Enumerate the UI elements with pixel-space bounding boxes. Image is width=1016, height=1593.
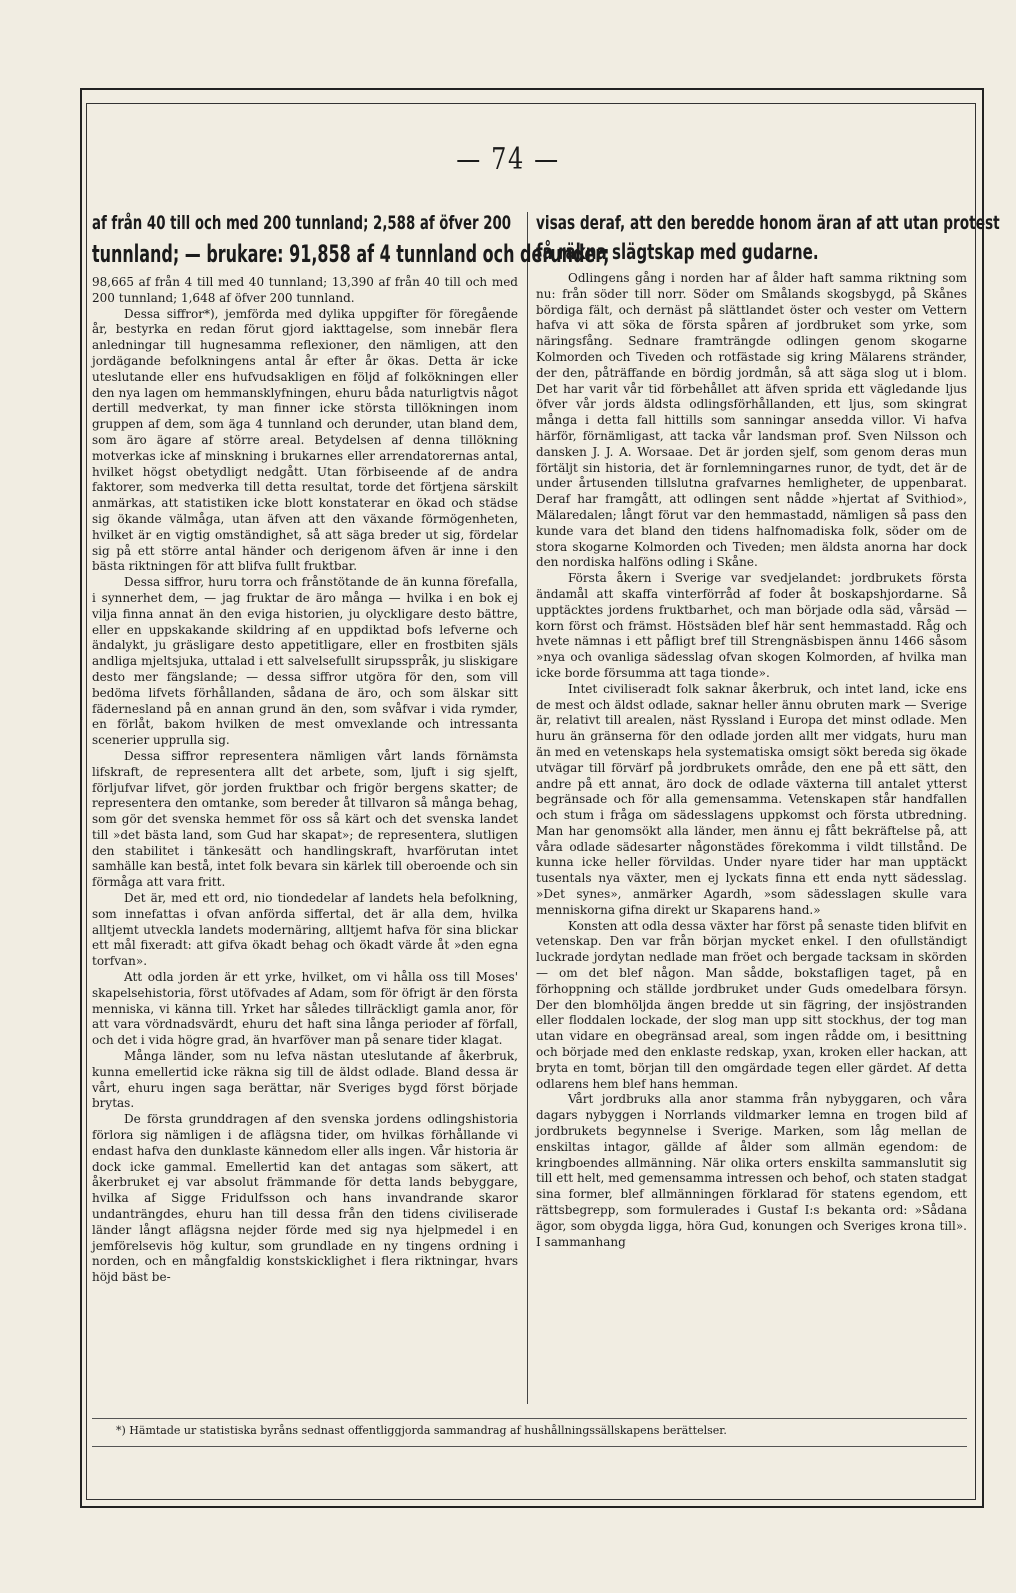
- left-paragraph: Många länder, som nu lefva nästan uteslutande af åkerbruk, kunna emellertid icke räkna sig till de äldst odlade. Bland dessa är vårt, ehuru ingen saga berättar, när Sveriges bygd först började brytas.: [92, 1049, 518, 1111]
- right-paragraph: Första åkern i Sverige var svedjelandet: jordbrukets första ändamål att skaffa vinterförråd af foder åt boskapshjordarne. Så upptäcktes jordens fruktbarhet, och man började odla säd, vårsäd — korn först och främst. Höstsäden blef här sent hemmastadd. Råg och hvete nämnas i ett påfligt bref till Strengnäsbispen ännu 1466 såsom »nya och ovanliga sädesslag ofvan skogen Kolmorden, af hvilka man icke borde försumma att taga tionde».: [536, 571, 967, 680]
- left-paragraph: Att odla jorden är ett yrke, hvilket, om vi hålla oss till Moses' skapelsehistoria, först utöfvades af Adam, som för öfrigt är den första menniska, vi känna till. Yrket har således tillräckligt gamla anor, för att vara vördnadsvärdt, ehuru det haft sina långa perioder af förfall, och det i vida högre grad, än hvarföver man på senare tider klagat.: [92, 970, 518, 1048]
- left-paragraph: De första grunddragen af den svenska jordens odlingshistoria förlora sig nämligen i de aflägsna tider, om hvilkas förhållande vi endast hafva den dunklaste kännedom eller alls ingen. Vår historia är dock icke gammal. Emellertid kan det antagas som säkert, att åkerbruket ej var absolut främmande för detta lands bebyggare, hvilka af Sigge Fridulfsson och hans invandrande skaror undanträngdes, ehuru han till dessa från den tidens civiliserade länder långt aflägsna nejder förde med sig nya hjelpmedel i en jemförelsevis hög kultur, som grundlade en ny tingens ordning i norden, och en mångfaldig konstskicklighet i flera riktningar, hvars höjd bäst be-: [92, 1112, 518, 1285]
- footnote: *) Hämtade ur statistiska byråns sednast offentliggjorda sammandrag af hushållningssällskapens berättelser.: [116, 1424, 727, 1437]
- page-number: — 74 —: [456, 142, 560, 177]
- right-headline-1: visas deraf, att den beredde honom äran af att utan protest: [536, 212, 1000, 234]
- left-paragraph: Dessa siffror*), jemförda med dylika uppgifter för föregående år, bestyrka en redan förut gjord iakttagelse, som innebär flera anledningar till hugnesamma reflexioner, den nämligen, att den jordägande befolkningens antal år efter år ökas. Detta är icke uteslutande eller ens hufvudsakligen en följd af folkökningen eller den nya lagen om hemmansklyfningen, ehuru båda naturligtvis något dertill medverkat, ty man finner icke största tillökningen inom gruppen af dem, som äga 4 tunnland och derunder, utan bland dem, som äro ägare af större areal. Betydelsen af denna tillökning motverkas icke af minskning i brukarnes eller arrendatorernas antal, hvilket högst obetydligt nedgått. Utan förbiseende af de andra faktorer, som medverka till detta resultat, torde det förtjena särskilt anmärkas, att statistiken icke blott konstaterar en ökad och städse sig ökande välmåga, utan äfven att den växande förmögenheten, hvilket är en vigtig omständighet, så att säga breder ut sig, fördelar sig på ett större antal händer och derigenom äfven är inne i den bästa riktningen för att blifva fullt fruktbar.: [92, 306, 518, 574]
- left-paragraph: 98,665 af från 4 till med 40 tunnland; 13,390 af från 40 till och med 200 tunnland; 1,648 af öfver 200 tunnland.: [92, 275, 518, 305]
- left-headline-2: tunnland; — brukare: 91,858 af 4 tunnland och derunder;: [92, 240, 610, 268]
- footnote-divider: [92, 1418, 967, 1419]
- left-headline-1: af från 40 till och med 200 tunnland; 2,588 af öfver 200: [92, 212, 512, 234]
- right-column: [536, 210, 1000, 1250]
- bottom-divider: [92, 1446, 967, 1447]
- right-paragraph: Intet civiliseradt folk saknar åkerbruk, och intet land, icke ens de mest och äldst odlade, saknar heller ännu obruten mark — Sverige är, relativt till arealen, näst Ryssland i Europa det minst odlade. Men huru än gränserna för den odlade jorden allt mer vidgats, huru man än med en vetenskaps hela systematiska omsigt sökt bereda sig ökade utvägar till förvärf på jordbrukets område, den ene på ett sätt, den andre på ett annat, äro dock de odlade växterna till antalet ytterst begränsade och för alla gemensamma. Vetenskapen står handfallen och stum i fråga om sädesslagens uppkomst och första utbredning. Man har genomsökt alla länder, men ännu ej fått bekräftelse på, att våra odlade sädesarter någonstädes förekomma i vildt tillstånd. De kunna icke heller förvildas. Under nyare tider har man upptäckt tusentals nya växter, men ej lyckats finna ett enda nytt sädesslag. »Det synes», anmärker Agardh, »som sädesslagen skulle vara menniskorna gifna direkt ur Skaparens hand.»: [536, 681, 967, 917]
- left-paragraph: Det är, med ett ord, nio tiondedelar af landets hela befolkning, som innefattas i ofvan anförda siffertal, det är alla dem, hvilka alltjemt utveckla landets modernäring, alltjemt hafva för sina blickar ett mål fixeradt: att gifva ökadt behag och ökadt värde åt »den egna torfvan».: [92, 891, 518, 969]
- left-paragraph: Dessa siffror, huru torra och frånstötande de än kunna förefalla, i synnerhet dem, — jag fruktar de äro många — hvilka i en bok ej vilja finna annat än den eviga historien, ju olyckligare desto bättre, eller en uppskakande skildring af en uppdiktad bofs lefverne och ändalykt, ju gräsligare desto appetitligare, eller en frostbiten själs andliga mjeltsjuka, uttalad i ett salvelsefullt sirupsspråk, ju sliskigare desto mer fängslande; — dessa siffror utgöra för den, som vill bedöma lifvets förhållanden, sådana de äro, och som älskar sitt fädernesland på en annan grund än den, som svåfvar i vida rymder, en förlåt, bakom hvilken de mest omvexlande och intressanta scenerier upprulla sig.: [92, 575, 518, 748]
- right-paragraph: Konsten att odla dessa växter har först på senaste tiden blifvit en vetenskap. Den var från början mycket enkel. I den ofullständigt luckrade jordytan nedlade man fröet och bergade tacksam in skörden — om det blef någon. Man sådde, bokstafligen taget, på en förhoppning och ställde jordbruket under Guds omedelbara försyn. Der den blomhöljda ängen bredde ut sin fägring, der insjöstranden eller floddalen lockade, der slog man upp sitt stockhus, der tog man utan vidare en obegränsad areal, som ingen rådde om, i besittning och började med den enklaste redskap, yxan, kroken eller hackan, att bryta en tomt, början till den omgärdade tegen eller gärdet. Af detta odlarens hem blef hans hemman.: [536, 918, 967, 1091]
- left-column: [92, 210, 610, 1286]
- column-divider: [527, 212, 528, 1404]
- right-headline-2: få räkna slägtskap med gudarne.: [536, 240, 819, 264]
- right-paragraph: Vårt jordbruks alla anor stamma från nybyggaren, och våra dagars nybyggen i Norrlands vildmarker lemna en trogen bild af jordbrukets begynnelse i Sverige. Marken, som låg mellan de enskiltas intagor, gällde af ålder som allmän egendom: de kringboendes allmänning. När olika orters enskilta sammanslutit sig till ett helt, med gemensamma intressen och behof, och staten stadgat sina former, blef allmänningen förklarad för statens egendom, ett rättsbegrepp, som formulerades i Gustaf I:s bekanta ord: »Sådana ägor, som obygda ligga, höra Gud, konungen och Sveriges krona till». I sammanhang: [536, 1092, 967, 1249]
- right-paragraph: Odlingens gång i norden har af ålder haft samma riktning som nu: från söder till norr. Söder om Smålands skogsbygd, på Skånes bördiga fält, och dernäst på slättlandet öster och vester om Vettern hafva vi att söka de första spåren af jordbruket som yrke, som näringsfång. Sednare framträngde odlingen genom skogarne Kolmorden och Tiveden och rotfästade sig kring Mälarens stränder, der den, påträffande en bördig jordmån, så att säga slog ut i blom. Det har varit vår tid förbehållet att äfven sprida ett vägledande ljus öfver vår jords äldsta odlingsförhållanden, ett ljus, som skingrat många i detta fall hittills som sanningar ansedda villor. Vi hafva härför, förnämligast, att tacka vår landsman prof. Sven Nilsson och dansken J. J. A. Worsaae. Det är jorden sjelf, som genom deras mun förtäljt sin historia, det är fornlemningarnes runor, de tydt, det är de under årtusenden tillslutna grafvarnes hemligheter, de uppenbarat. Deraf har framgått, att odlingen sent nådde »hjertat af Svithiod», Mälaredalen; långt förut var den hemmastadd, nämligen så pass den kunde vara det bland den tidens halfnomadiska folk, söder om de stora skogarne Kolmorden och Tiveden; men äldsta anorna har dock den nordiska halföns odling i Skåne.: [536, 271, 967, 570]
- left-paragraph: Dessa siffror representera nämligen vårt lands förnämsta lifskraft, de representera allt det arbete, som, ljuft i sig sjelft, förljufvar lifvet, gör jorden fruktbar och frigör bergens skatter; de representera den omtanke, som bereder åt tillvaron så många behag, som gör det svenska hemmet för oss så kärt och det svenska landet till »det bästa land, som Gud har skapat»; de representera, slutligen den stabilitet i tänkesätt och handlingskraft, hvarförutan intet samhälle kan bestå, intet folk bevara sin kärlek till oberoende och sin förmåga att vara fritt.: [92, 748, 518, 890]
